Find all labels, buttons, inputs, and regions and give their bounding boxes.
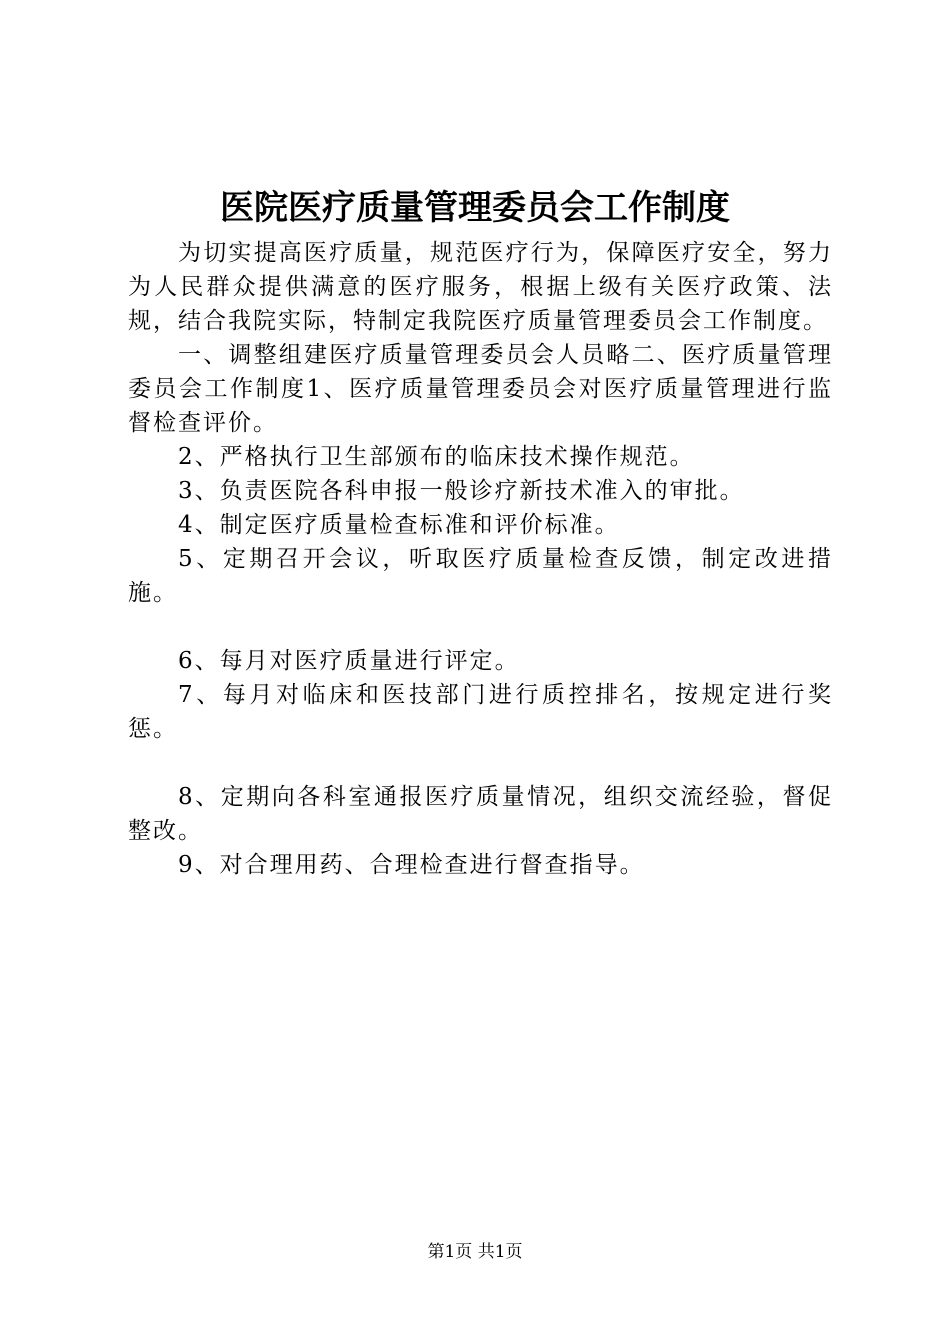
- document-body: [128, 236, 833, 882]
- page-footer: 第1页 共1页: [427, 1242, 523, 1262]
- paragraph-item-5: 5、定期召开会议，听取医疗质量检查反馈，制定改进措施。: [128, 546, 833, 606]
- document-title: 医院医疗质量管理委员会工作制度: [220, 188, 730, 228]
- paragraph-section-one: 一、调整组建医疗质量管理委员会人员略二、医疗质量管理委员会工作制度1、医疗质量管理委员会对医疗质量管理进行监督检查评价。: [128, 342, 833, 436]
- paragraph-intro: 为切实提高医疗质量，规范医疗行为，保障医疗安全，努力为人民群众提供满意的医疗服务，根据上级有关医疗政策、法规，结合我院实际，特制定我院医疗质量管理委员会工作制度。: [128, 240, 833, 334]
- paragraph-item-3: 3、负责医院各科申报一般诊疗新技术准入的审批。: [178, 478, 745, 504]
- paragraph-item-2: 2、严格执行卫生部颁布的临床技术操作规范。: [178, 444, 695, 470]
- paragraph-item-4: 4、制定医疗质量检查标准和评价标准。: [178, 512, 620, 538]
- paragraph-item-9: 9、对合理用药、合理检查进行督查指导。: [178, 852, 645, 878]
- paragraph-item-7: 7、每月对临床和医技部门进行质控排名，按规定进行奖惩。: [128, 682, 833, 742]
- paragraph-item-6: 6、每月对医疗质量进行评定。: [178, 648, 520, 674]
- paragraph-item-8: 8、定期向各科室通报医疗质量情况，组织交流经验，督促整改。: [128, 784, 833, 844]
